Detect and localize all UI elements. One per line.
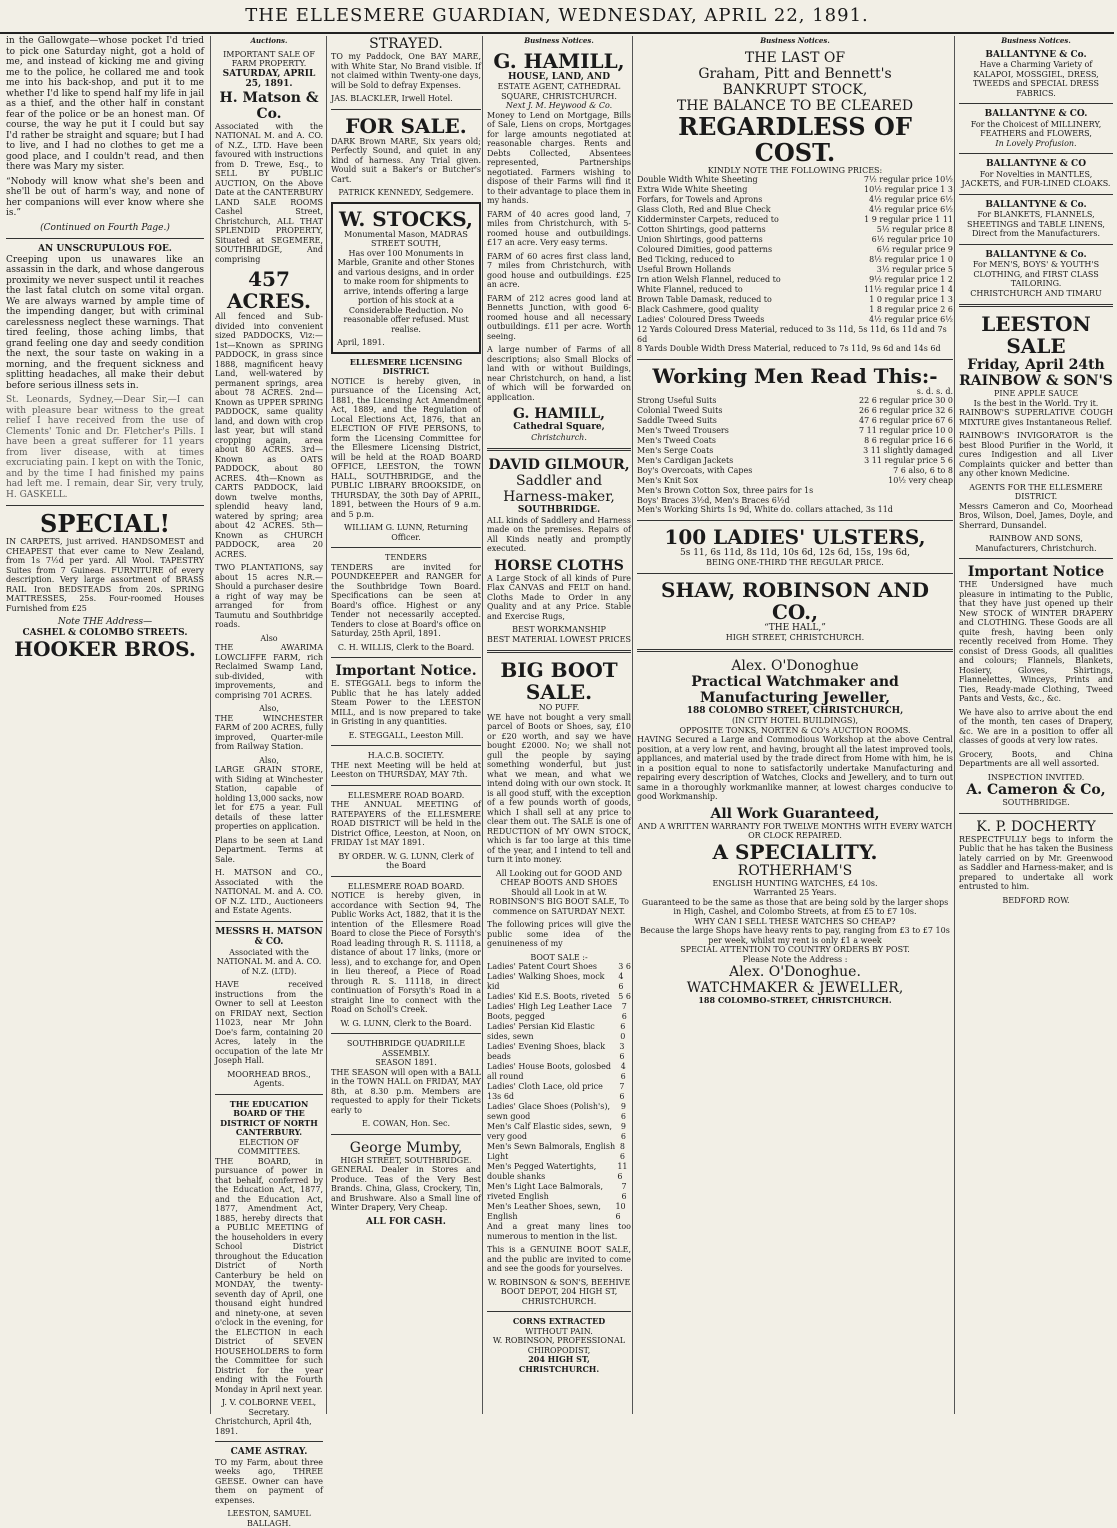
rainbow-invigorator: RAINBOW'S INVIGORATOR is the best Blood Purifier in the World, it cures Indigestion and all Liver Complaints quicker and better than any other known Medicine. — [959, 431, 1113, 478]
working-note-1: Men's Brown Cotton Sox, three pairs for 1s — [637, 486, 814, 495]
docherty-title: K. P. DOCHERTY — [976, 818, 1096, 835]
sale-body: Associated with the NATIONAL M. and A. CO. of N.Z., LTD. Have been favoured with instructions from D. Trewe, Esq., to SELL BY PUBLIC AUCTION, On the Above Date at the CANTERBURY LAND SALE ROOMS Cashel Street, Christchurch, ALL THAT SPLENDID PROPERTY, Situated at SEGEMERE, SOUTHBRIDGE, And comprising — [215, 121, 323, 264]
hamill-more: A large number of Farms of all descriptions; also Small Blocks of land with or without Buildings, near Christchurch, on hand, a list of which will be forwarded on application. — [487, 345, 631, 402]
list-item: Coloured Dimities, good patterns 6½ regular price 9 — [637, 245, 953, 254]
firm2-text: HAVE received instructions from the Owner to sell at Leeston on FRIDAY next, Section 11023, near Mr John Doe's farm, containing 20 Acres, lately in the occupation of the late Mr Joseph Hall. — [215, 980, 323, 1065]
rainbow-cough: RAINBOW'S SUPERLATIVE COUGH MIXTURE gives Instantaneous Relief. — [959, 408, 1113, 427]
working-men-head: s. d. s. d. — [916, 386, 953, 396]
column-header: Auctions. — [250, 36, 288, 45]
column-5 — [632, 36, 957, 1414]
farm-1: FARM of 40 acres good land, 7 miles from Christchurch, with 5-roomed house and outbuildings. £17 an acre. Very easy terms. — [487, 209, 631, 247]
hamill-subtitle2: ESTATE AGENT, CATHEDRAL SQUARE, CHRISTCHURCH. — [497, 82, 621, 101]
odonoghue-why: WHY CAN I SELL THESE WATCHES SO CHEAP? — [694, 916, 896, 926]
plans: Plans to be seen at Land Department. Terms at Sale. — [215, 835, 323, 864]
list-item: Men's Tweed Coats 8 6 regular price 16 6 — [637, 436, 953, 445]
road-title: ELLESMERE ROAD BOARD. — [347, 790, 465, 800]
important-notice-price: We have also to arrive about the end of the month, ten cases of Drapery, &c. We are in a position to offer all classes of goods at very low rates. — [959, 707, 1113, 745]
firm-name: H. Matson & Co. — [219, 89, 319, 122]
bankrupt-title-3: BANKRUPT STOCK, — [722, 81, 868, 98]
odonoghue-note: Please Note the Address : — [742, 954, 848, 964]
gilmour-subtitle: Saddler and Harness-maker, — [503, 473, 615, 505]
strayed-signature: JAS. BLACKLER, Irwell Hotel. — [331, 94, 453, 103]
road-signature: BY ORDER. W. G. LUNN, Clerk of the Board — [338, 851, 474, 870]
stray2-body: TO my Farm, about three weeks ago, THREE GEESE. Owner can have them on payment of expenses. — [215, 1457, 323, 1505]
list-item: Glass Cloth, Red and Blue Check 4½ regular price 6½ — [637, 205, 953, 214]
prices-intro: KINDLY NOTE THE FOLLOWING PRICES: — [707, 165, 883, 175]
boot-note: And a great many lines too numerous to mention in the list. — [487, 1222, 631, 1241]
gilmour-body: ALL kinds of Saddlery and Harness made on the premises. Repairs of All Kinds neatly and promptly executed. — [487, 515, 631, 553]
plantations: TWO PLANTATIONS, say about 15 acres N.R.—Should a purchaser desire a right of way may be arranged for from Taumutu and Southbridge roads. — [215, 563, 323, 629]
odonoghue-body: HAVING Secured a Large and Commodious Workshop at the above Central position, at a very low rent, and having, brought all the latest improved tools, appliances, and material used by the trade direct from Home with him, he is in a position equal to none to satisfactorily undertake Manufacturing and repairing every description of Watches, Clocks and Jewellery, and to turn out same in a thoroughly workmanlike manner, at lowest charges conducive to good Workmanship. — [637, 735, 953, 801]
farm-2: FARM of 60 acres first class land, 7 miles from Christchurch, with good house and outbuildings. £25 an acre. — [487, 251, 631, 289]
docherty-signature: BEDFORD ROW. — [1002, 895, 1070, 905]
odonoghue-rotherham: ROTHERHAM'S — [737, 862, 853, 879]
boot-list-title: BOOT SALE :- — [530, 952, 588, 962]
bankrupt-title-4: THE BALANCE TO BE CLEARED — [676, 97, 914, 114]
list-item: Men's Cardigan Jackets 3 11 regular price 5 6 — [637, 456, 953, 465]
hac-title: H.A.C.B. SOCIETY. — [367, 751, 445, 760]
for-sale-body: DARK Brown MARE, Six years old; Perfectly Sound, and quiet in any kind of harness. Any Trial given. Would suit a Baker's or Butcher's Cart. — [331, 136, 481, 184]
horse-cloths-best: BEST WORKMANSHIP — [512, 625, 606, 634]
continued-note: (Continued on Fourth Page.) — [40, 222, 170, 233]
gilmour-town: SOUTHBRIDGE. — [517, 505, 601, 515]
odonoghue-rotherham-sub: ENGLISH HUNTING WATCHES, £4 10s. — [712, 878, 878, 888]
corns-signature: W. ROBINSON, PROFESSIONAL CHIROPODIST, — [492, 1336, 626, 1355]
quadrille-body: THE SEASON will open with a BALL in the TOWN HALL on FRIDAY, MAY 8th, at 8.30 p.m. Members are requested to apply for their Tickets early to — [331, 1067, 481, 1115]
ulsters-prices: 5s 11, 6s 11d, 8s 11d, 10s 6d, 12s 6d, 15s, 19s 6d, — [679, 547, 910, 558]
corns-subtitle: WITHOUT PAIN. — [525, 1326, 593, 1336]
hac-body: THE next Meeting will be held at Leeston on THURSDAY, MAY 7th. — [331, 760, 481, 779]
working-men-title: Working Men Read This:- — [652, 363, 938, 388]
stray2-title: CAME ASTRAY. — [230, 1447, 308, 1457]
hamill-subtitle: HOUSE, LAND, AND — [507, 71, 611, 82]
horse-cloths-body: A Large Stock of all kinds of Pure Flax CANVAS and FELT on hand. Cloths Made to Order in any Quality and at any Price. Stable and Exercise Rugs, — [487, 573, 631, 621]
corns-title: CORNS EXTRACTED — [512, 1316, 606, 1326]
corns-address: 204 HIGH ST, CHRISTCHURCH. — [518, 1354, 600, 1374]
odonoghue-address-2: (IN CITY HOTEL BUILDINGS), — [731, 716, 859, 725]
awarima-farm: THE AWARIMA LOWCLIFFE FARM, rich Reclaimed Swamp Land, sub-divided, with improvements, and comprising 701 ACRES. — [215, 643, 323, 700]
inspection-invited: INSPECTION INVITED. — [987, 772, 1085, 782]
hamill2-city: Christchurch. — [531, 432, 587, 442]
firm2-assoc: Associated with the NATIONAL M. and A. CO. of N.Z. (LTD). — [216, 947, 322, 976]
list-item: Ladies' Persian Kid Elastic sides, sewn 6 0 — [487, 1022, 626, 1041]
sale-signature: H. MATSON and CO., Associated with the NATIONAL M. and A. CO. OF N.Z. LTD., Auctioneers and Estate Agents. — [215, 868, 323, 915]
list-item: Useful Brown Hollands 3½ regular price 5 — [637, 265, 953, 274]
leeston-sale-title: LEESTON SALE — [981, 312, 1091, 358]
list-item: White Flannel, reduced to 11½ regular price 1 4 — [637, 285, 953, 294]
tenders-title: TENDERS — [385, 553, 427, 562]
list-item: Ladies' House Boots, golosbed all round 4 6 — [487, 1062, 626, 1081]
list-item: Saddle Tweed Suits 47 6 regular price 67 6 — [637, 416, 953, 425]
ballantyne-5-body: For MEN'S, BOYS' & YOUTH'S CLOTHING, and FIRST CLASS TAILORING. — [972, 260, 1100, 288]
drapery-price-list — [637, 175, 953, 325]
odonoghue-title-2: Practical Watchmaker and Manufacturing Jeweller, — [691, 673, 899, 706]
edu-body: THE BOARD, in pursuance of power in that behalf, conferred by the Education Act, 1877, and the Education Act, 1877, Amendment Act, 1885, hereby directs that a PUBLIC MEETING of the householders in every School District throughout the Education District of North Canterbury be held on MONDAY, the twenty-seventh day of April, one thousand eight hundred and ninety-one, at seven o'clock in the evening, for the ELECTION in each District of SEVEN HOUSEHOLDERS to form the Committee for such District for the year ending with the Fourth Monday in April next year. — [215, 1156, 323, 1394]
edu-title: THE EDUCATION BOARD OF THE DISTRICT OF NORTH CANTERBURY. — [220, 1098, 318, 1137]
list-item: Men's Sewn Balmorals, English Light 8 6 — [487, 1142, 625, 1161]
rainbow-signature: RAINBOW AND SONS, Manufacturers, Christchurch. — [975, 534, 1097, 553]
dress-note-1: 12 Yards Coloured Dress Material, reduced to 3s 11d, 5s 11d, 6s 11d and 7s 6d — [637, 325, 947, 344]
odonoghue-trade: WATCHMAKER & JEWELLER, — [686, 980, 904, 996]
important-notice-grocery: Grocery, Boots, and China Departments are all well assorted. — [959, 749, 1113, 768]
list-item: Ladies' Patent Court Shoes 3 6 — [487, 962, 631, 971]
column-3 — [326, 36, 485, 1414]
hamill-next: Next J. M. Heywood & Co. — [505, 101, 613, 110]
testimonial: St. Leonards, Sydney,—Dear Sir,—I can with pleasure bear witness to the great relief I have received from the use of Clements' Tonic and Dr. Fletcher's Pills. I have been a great sufferer for 11 years from liver disease, with at times excruciating pain. I kept on with the Tonic, and by the time I had finished my pains had left me. I remain, dear Sir, very truly, H. GASKELL. — [6, 395, 204, 500]
list-item: Ladies' Coloured Dress Tweeds 4½ regular price 6½ — [637, 315, 953, 324]
story-text-end: “Nobody will know what she's been and she'll be out of harm's way, and none of her companions will ever know where she is.” — [6, 176, 204, 218]
story-text: in the Gallowgate—whose pocket I'd tried to pick one Saturday night, got a hold of me, and instead of kicking me and giving me to the police, he collared me and took me into his back-shop, and put it to me whether I'd like to spend half my life in jail as a thief, and the other half in constant fear of the police or be an honest man. Of course, the way he put it I could but say I'd rather be straight and square; but I had to live, and I had no clothes to get me a good place, and I couldn't read, and then there was Mary my sister. — [6, 36, 204, 172]
rainbow-body: Is the best in the World. Try it. — [973, 398, 1099, 408]
hamill2-title: G. HAMILL, — [513, 406, 605, 422]
important-notice-body: THE Undersigned have much pleasure in intimating to the Public, that they have just opened up their New STOCK of WINTER DRAPERY and CLOTHING. These Goods are all quite fresh, having been only recently received from Home. They consist of Dress Goods, all qualities and colours; Flannels, Blankets, Hosiery, Gloves, Shirtings, Flannelettes, Winceys, Prints and Ties, Ready-made Clothing, Tweed Pants and Vests, &c., &c. — [959, 580, 1113, 703]
boot-genuine: This is a GENUINE BOOT SALE, and the public are invited to come and see the goods for yourselves. — [487, 1245, 631, 1273]
boot-prices-intro: The following prices will give the public some idea of the genuineness of my — [487, 920, 631, 948]
acres-count: 457 ACRES. — [227, 267, 311, 313]
shaw-title: SHAW, ROBINSON AND CO., — [661, 577, 929, 624]
important-body: E. STEGGALL begs to inform the Public that he has lately added Steam Power to the LEESTON MILL, and is now prepared to take in Gristing in any quantities. — [331, 679, 481, 726]
docherty-body: RESPECTFULLY begs to inform the Public that he has taken the Business lately carried on by Mr. Greenwood as Saddler and Harness-maker, and is prepared to undertake all work entrusted to him. — [959, 834, 1113, 891]
column-6 — [954, 36, 1117, 1414]
stocks-subtitle: Monumental Mason, MADRAS STREET SOUTH, — [344, 229, 468, 248]
ballantyne-5-address: CHRISTCHURCH AND TIMARU — [970, 288, 1102, 298]
moorhead-sig: MOORHEAD BROS., Agents. — [227, 1069, 311, 1088]
list-item: Union Shirtings, good patterns 6½ regular price 10 — [637, 235, 953, 244]
rainbow-agents: AGENTS FOR THE ELLESMERE DISTRICT. — [969, 482, 1103, 501]
dress-note-2: 8 Yards Double Width Dress Material, reduced to 7s 11d, 9s 6d and 14s 6d — [637, 344, 941, 353]
ballantyne-1-title: BALLANTYNE & Co. — [985, 49, 1087, 60]
shaw-address: HIGH STREET, CHRISTCHURCH. — [725, 633, 865, 642]
odonoghue-address: 188 COLOMBO STREET, CHRISTCHURCH, — [686, 705, 904, 716]
bankrupt-title-5: REGARDLESS OF — [678, 111, 912, 141]
grain-store: LARGE GRAIN STORE, with Siding at Winchester Station, capable of holding 13,000 sacks, now let for £75 a year. Full details of these latter properties on application. — [215, 765, 323, 831]
odonoghue-guaranteed: All Work Guaranteed, — [710, 805, 880, 822]
special-title: SPECIAL! — [39, 509, 171, 538]
list-item: Kidderminster Carpets, reduced to 1 9 regular price 1 11 — [637, 215, 953, 224]
list-item: Men's Light Lace Balmorals, riveted English 7 6 — [487, 1182, 627, 1201]
boot-signature: W. ROBINSON & SON'S, BEEHIVE BOOT DEPOT, 204 HIGH ST, CHRISTCHURCH. — [487, 1277, 631, 1306]
article-body: Creeping upon us unawares like an assassin in the dark, and whose dangerous proximity we never suspect until it reaches the last fatal clutch on some vital organ. We are always warned by ample time of the impending danger, but with criminal carelessness neglect these warnings. That tired feeling, those aching limbs, that grand feeling one day and seedy condition the next, the sour taste on waking in a morning, and the frequent sickness and splitting headaches, all make their debut before serious illness sets in. — [6, 254, 204, 391]
edu-date: Christchurch, April 4th, 1891. — [215, 1417, 312, 1436]
bankrupt-title-2: Graham, Pitt and Bennett's — [698, 65, 892, 82]
hamill-body: Money to Lend on Mortgage, Bills of Sale, Liens on crops, Mortgages for large amounts negotiated at reasonable charges. Rents and Debts Collected, Absentees represented, Partnerships negotiated. Farmers wishing to dispose of their Farms will find it to their advantage to place them in my hands. — [487, 110, 631, 205]
special-street: CASHEL & COLOMBO STREETS. — [22, 627, 188, 638]
strayed-title: STRAYED. — [369, 36, 443, 52]
cameron-town: SOUTHBRIDGE. — [1002, 798, 1070, 807]
quadrille-title: SOUTHBRIDGE QUADRILLE ASSEMBLY. — [346, 1039, 466, 1058]
boot-price-list — [487, 962, 631, 1222]
stocks-title: W. STOCKS, — [338, 206, 473, 231]
edu-subtitle: ELECTION OF COMMITTEES. — [237, 1137, 301, 1156]
odonoghue-speciality: A SPECIALITY. — [712, 839, 878, 864]
tenders-body: TENDERS are invited for POUNDKEEPER and RANGER for the Southbridge Town Board. Specifications can be seen at Board's office. Highest or any Tender not necessarily accepted. Tenders to close at Board's office on Saturday, 25th April, 1891. — [331, 562, 481, 638]
odonoghue-warranty: AND A WRITTEN WARRANTY FOR TWELVE MONTHS WITH EVERY WATCH OR CLOCK REPAIRED. — [637, 821, 953, 840]
working-note-3: Men's Working Shirts 1s 9d, White do. collars attached, 3s 11d — [637, 505, 893, 514]
list-item: Ladies' High Leg Leather Lace Boots, pegged 7 6 — [487, 1002, 627, 1021]
paddocks: All fenced and Sub-divided into convenient sized PADDOCKS, Viz:— 1st—Known as SPRING PADDOCK, in grass since 1888, magnificent heavy Land, well-watered by permanent springs, area about 78 ACRES. 2nd—Known as UPPER SPRING PADDOCK, same quality land, and down with crop last year, but will stand cropping again, area about 80 ACRES. 3rd—Known as OATS PADDOCK, about 80 ACRES. 4th—Known as CARTS PADDOCK, laid down twelve months, splendid heavy land, watered by spring; area about 42 ACRES. 5th—Known as CHURCH PADDOCK, area 20 ACRES. — [215, 312, 323, 559]
horse-cloths-title: HORSE CLOTHS — [494, 557, 624, 574]
ballantyne-2-title: BALLANTYNE & CO. — [984, 109, 1088, 119]
special-address-label: Note THE Address— — [57, 617, 153, 627]
also-1: Also — [260, 633, 278, 643]
list-item: Black Cashmere, good quality 1 8 regular price 2 6 — [637, 305, 953, 314]
licensing-title: ELLESMERE LICENSING DISTRICT. — [349, 356, 463, 376]
odonoghue-title: Alex. O'Donoghue — [731, 657, 859, 674]
ballantyne-1-body: Have a Charming Variety of KALAPOI, MOSSGIEL, DRESS, TWEEDS and SPECIAL DRESS FABRICS. — [973, 60, 1099, 98]
masthead: THE ELLESMERE GUARDIAN, WEDNESDAY, APRIL 22, 1891. — [0, 0, 1114, 34]
list-item: Bed Ticking, reduced to 8½ regular price 1 0 — [637, 255, 953, 264]
shaw-subtitle: “THE HALL,” — [764, 622, 826, 633]
list-item: Ladies' Glace Shoes (Polish's), sewn good 9 6 — [487, 1102, 626, 1121]
ballantyne-3-body: For Novelties in MANTLES, JACKETS, and FUR-LINED CLOAKS. — [961, 169, 1111, 188]
ballantyne-4-body: For BLANKETS, FLANNELS, SHEETINGS and TABLE LINENS, Direct from the Manufacturers. — [967, 210, 1105, 238]
stocks-date: April, 1891. — [337, 338, 385, 347]
mumby-body: GENERAL Dealer in Stores and Produce. Teas of the Very Best Brands. China, Glass, Crockery, Tin, and Brushware. Also a Small line of Winter Drapery, Very Cheap. — [331, 1165, 481, 1212]
list-item: Men's Pegged Watertights, double shanks 11 6 — [487, 1162, 628, 1181]
firm2-title: MESSRS H. MATSON & CO. — [215, 926, 323, 947]
rainbow-agent-names: Messrs Cameron and Co, Moorhead Bros, Wilson, Doel, James, Doyle, and Sherrard, Dunsandel. — [959, 501, 1113, 530]
odonoghue-because: Because the large Shops have heavy rents to pay, ranging from £3 to £7 10s per week, whilst my rent is only £1 a week — [640, 926, 950, 945]
list-item: Men's Tweed Trousers 7 11 regular price 10 0 — [637, 426, 953, 435]
list-item: Irn ation Welsh Flannel, reduced to 9½ regular price 1 2 — [637, 275, 953, 284]
list-item: Ladies' Cloth Lace, old price 13s 6d 7 6 — [487, 1082, 625, 1101]
licensing-body: NOTICE is hereby given, in pursuance of the Licensing Act, 1881, the Licensing Act Amendment Act, 1889, and the Regulation of Local Elections Act, 1876, that an ELECTION OF FIVE PERSONS, to form the Licensing Committee for the Ellesmere Licensing District, will be held at the ROAD BOARD OFFICE, LEESTON, the TOWN HALL, SOUTHBRIDGE, and the PUBLIC LIBRARY BROOKSIDE, on THURSDAY, the 30th Day of APRIL, 1891, between the Hours of 9 a.m. and 5 p.m. — [331, 376, 481, 519]
rainbow-pine: PINE APPLE SAUCE — [993, 389, 1079, 398]
list-item: Ladies' Walking Shoes, mock kid 4 6 — [487, 972, 624, 991]
leeston-sale-date: Friday, April 24th — [967, 357, 1105, 373]
gilmour-title: DAVID GILMOUR, — [488, 457, 630, 473]
article-title: AN UNSCRUPULOUS FOE. — [38, 244, 172, 254]
list-item: Forfars, for Towels and Aprons 4½ regular price 6½ — [637, 195, 953, 204]
mumby-subtitle: HIGH STREET, SOUTHBRIDGE. — [340, 1155, 472, 1165]
ballantyne-5-title: BALLANTYNE & Co. — [985, 249, 1087, 260]
column-header: Business Notices. — [760, 36, 830, 45]
stocks-body: Has over 100 Monuments in Marble, Granite and other Stones and various designs, and in order to make room for shipments to arrive, intends offering a large portion of his stock at a Considerable Reduction. No reasonable offer refused. Must realise. — [337, 248, 475, 334]
ballantyne-2-body: For the Choicest of MILLINERY, FEATHERS and FLOWERS, — [970, 119, 1102, 138]
stocks-ad — [331, 202, 481, 354]
for-sale-title: FOR SALE. — [345, 113, 467, 138]
licensing-signature: WILLIAM G. LUNN, Returning Officer. — [344, 523, 468, 542]
road2-signature: W. G. LUNN, Clerk to the Board. — [340, 1018, 472, 1028]
hamill-title: G. HAMILL, — [493, 48, 625, 73]
column-1 — [6, 36, 204, 1414]
road2-body: NOTICE is hereby given, in accordance with Section 94, The Public Works Act, 1882, that it is the intention of the Ellesmere Road Board to close the Piece of Forsyth's Road leading through R. S. 11118, a distance of about 17 links, (more or less), and to exchange for, and Open in lieu thereof, a Piece of Road through R. S. 11118, in direct continuation of Forsyth's Road in a straight line to connect with the Road on Scholl's Creek. — [331, 891, 481, 1014]
boot-sale-title: BIG BOOT SALE. — [500, 658, 618, 704]
edu-signature: J. V. COLBORNE VEEL, Secretary. — [221, 1398, 317, 1417]
list-item: Men's Leather Shoes, sewn, English 10 6 — [487, 1202, 626, 1221]
sale-title: IMPORTANT SALE OF FARM PROPERTY. — [223, 49, 315, 68]
sale-date: SATURDAY, APRIL 25, 1891. — [222, 68, 316, 89]
ballantyne-2-sub: In Lovely Profusion. — [995, 138, 1077, 148]
ballantyne-3-title: BALLANTYNE & CO — [985, 159, 1087, 169]
tenders-signature: C. H. WILLIS, Clerk to the Board. — [337, 642, 475, 652]
quadrille-season: SEASON 1891. — [375, 1058, 437, 1067]
ballantyne-4-title: BALLANTYNE & Co. — [985, 199, 1087, 210]
bankrupt-title-1: THE LAST OF — [744, 49, 846, 66]
odonoghue-final-address: 188 COLOMBO-STREET, CHRISTCHURCH. — [698, 995, 892, 1005]
list-item: Extra Wide White Sheeting 10½ regular price 1 3 — [637, 185, 953, 194]
mumby-title: George Mumby, — [349, 1139, 463, 1156]
list-item: Men's Serge Coats 3 11 slightly damaged — [637, 446, 953, 455]
list-item: Double Width White Sheeting 7½ regular price 10½ — [637, 175, 953, 184]
boot-sale-sub: NO PUFF. — [538, 703, 580, 712]
quadrille-signature: E. COWAN, Hon. Sec. — [361, 1119, 451, 1128]
odonoghue-opposite: OPPOSITE TONKS, NORTEN & CO's AUCTION ROOMS. — [679, 725, 911, 735]
list-item: Strong Useful Suits 22 6 regular price 30 0 — [637, 396, 953, 405]
column-header: Business Notices. — [1001, 36, 1071, 45]
odonoghue-rotherham-warranty: Warranted 25 Years. — [753, 888, 837, 897]
mumby-cash: ALL FOR CASH. — [366, 1216, 446, 1227]
special-firm: HOOKER BROS. — [14, 637, 196, 661]
list-item: Ladies' Evening Shoes, black beads 3 6 — [487, 1042, 625, 1061]
list-item: Brown Table Damask, reduced to 1 0 regular price 1 3 — [637, 295, 953, 304]
important-signature: E. STEGGALL, Leeston Mill. — [348, 730, 464, 740]
strayed-body: TO my Paddock, One BAY MARE, with White Star, No Brand visible. If not claimed within Twenty-one days, will be Sold to defray Expenses. — [331, 52, 481, 90]
important-notice-title: Important Notice — [967, 564, 1105, 580]
also-2: Also, — [259, 704, 279, 713]
boot-sale-look: All Looking out for GOOD AND CHEAP BOOTS AND SHOES Should all Look in at W. ROBINSON'S BIG BOOT SALE, To commence on SATURDAY NEXT. — [489, 868, 629, 916]
rainbow-title: RAINBOW & SON'S — [959, 373, 1113, 389]
working-men-price-list — [637, 396, 953, 486]
list-item: Colonial Tweed Suits 26 6 regular price 32 6 — [637, 406, 953, 415]
cameron-title: A. Cameron & Co, — [966, 782, 1106, 798]
odonoghue-guarantee: Guaranteed to be the same as those that are being sold by the larger shops in High, Cashel, and Colombo Streets, at from £5 to £7 10s. — [641, 897, 949, 916]
bankrupt-title-6: COST. — [754, 137, 836, 167]
farm-3: FARM of 212 acres good land at Bennetts Junction, with good 6-roomed house and all necessary outbuildings. £11 per acre. Worth seeing. — [487, 293, 631, 341]
column-2 — [210, 36, 327, 1528]
horse-cloths-material: BEST MATERIAL LOWEST PRICES — [487, 634, 631, 644]
special-body: IN CARPETS, just arrived. HANDSOMEST and CHEAPEST that ever came to New Zealand, from 1s 7½d per yard. All Wool. TAPESTRY Suites from 7 Guineas. FURNITURE of every description. Very large assortment of BRASS RAIL Iron BEDSTEADS from 20s. SPRING MATTRESSES, 25s. Four-roomed Houses Furnished from £25 — [6, 537, 204, 613]
ulsters-sub: BEING ONE-THIRD THE REGULAR PRICE. — [706, 558, 884, 567]
for-sale-signature: PATRICK KENNEDY, Sedgemere. — [338, 188, 474, 197]
column-header: Business Notices. — [524, 36, 594, 45]
odonoghue-country: SPECIAL ATTENTION TO COUNTRY ORDERS BY POST. — [680, 945, 910, 954]
ulsters-title: 100 LADIES' ULSTERS, — [664, 524, 926, 549]
boot-sale-body: WE have not bought a very small parcel of Boots or Shoes, say, £10 or £20 worth, and say we have bought £2000. No; we shall not gull the people by saying something wonderful, but just what we mean, and what we intend doing with our own stock. It is all good stuff, with the exception of a few pounds worth of goods, which I shall sell at any price to clear them out. The SALE is one of REDUCTION of MY OWN STOCK, which is far too large at this time of the year, and I intend to tell and turn it into money. — [487, 712, 631, 864]
list-item: Boy's Overcoats, with Capes 7 6 also, 6 to 8 — [637, 466, 953, 475]
winchester-farm: THE WINCHESTER FARM of 200 ACRES, fully improved, Quarter-mile from Railway Station. — [215, 713, 323, 751]
road-body: THE ANNUAL MEETING of RATEPAYERS of the ELLESMERE ROAD DISTRICT will be held in the District Office, Leeston, at Noon, on FRIDAY 1st MAY 1891. — [331, 800, 481, 847]
working-note-2: Boys' Braces 3½d, Men's Braces 6½d — [637, 495, 790, 505]
important-title: Important Notice. — [335, 663, 477, 679]
list-item: Men's Calf Elastic sides, sewn, very good 9 6 — [487, 1122, 626, 1141]
odonoghue-signature: Alex. O'Donoghue. — [729, 964, 861, 980]
list-item: Cotton Shirtings, good patterns 5½ regular price 8 — [637, 225, 953, 234]
column-4 — [482, 36, 635, 1414]
road2-title: ELLESMERE ROAD BOARD. — [347, 881, 465, 891]
list-item: Men's Knit Sox 10½ very cheap — [637, 476, 953, 485]
also-3: Also, — [259, 755, 279, 765]
stray2-signature: LEESTON, SAMUEL BALLAGH. — [227, 1509, 311, 1528]
list-item: Ladies' Kid E.S. Boots, riveted 5 6 — [487, 992, 631, 1001]
hamill2-subtitle: Cathedral Square, — [513, 422, 605, 432]
